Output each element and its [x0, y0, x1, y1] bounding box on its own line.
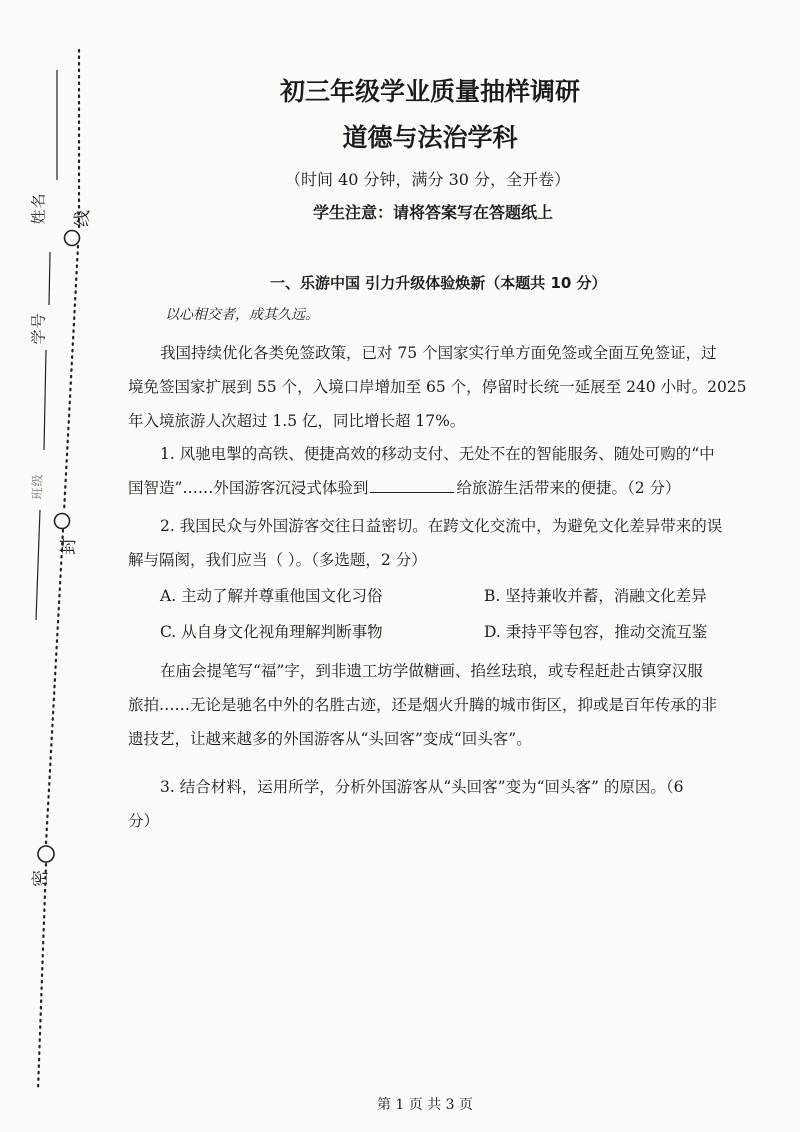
option-a: A. 主动了解并尊重他国文化习俗	[160, 587, 383, 605]
material-paragraph-1	[128, 336, 747, 438]
paragraph-line: 我国持续优化各类免签政策，已对 75 个国家实行单方面免签或全面互免签证，过	[160, 344, 717, 362]
binding-margin	[0, 0, 110, 1132]
student-id-label: 学号	[29, 312, 48, 345]
section-quote: 以心相交者，成其久远。	[165, 307, 319, 323]
question-line: 解与隔阂，我们应当（ ）。（多选题，2 分）	[128, 551, 427, 569]
student-notice: 学生注意：请将答案写在答题纸上	[313, 203, 554, 222]
binding-circle	[38, 846, 54, 862]
option-c: C. 从自身文化视角理解判断事物	[160, 623, 383, 641]
name-label: 姓名	[29, 192, 48, 225]
page-number: 第 1 页 共 3 页	[376, 1097, 474, 1113]
answer-blank	[370, 476, 454, 493]
line-mark: 线	[73, 210, 93, 227]
question-line: 3. 结合材料，运用所学，分析外国游客从“头回客”变为“回头客” 的原因。（6	[160, 778, 684, 796]
paragraph-line: 在庙会提笔写“福”字，到非遗工坊学做糖画、掐丝珐琅，或专程赶赴古镇穿汉服	[160, 662, 703, 680]
material-paragraph-2	[128, 654, 745, 756]
question-line: 2. 我国民众与外国游客交往日益密切。在跨文化交流中，为避免文化差异带来的误	[160, 517, 723, 535]
binding-circle	[55, 514, 70, 529]
subject-title: 道德与法治学科	[342, 123, 518, 152]
question-3	[128, 770, 745, 838]
binding-circle	[65, 231, 80, 246]
question-line: 1. 风驰电掣的高铁、便捷高效的移动支付、无处不在的智能服务、随处可购的“中	[160, 445, 715, 463]
option-b: B. 坚持兼收并蓄，消融文化差异	[484, 587, 707, 605]
paragraph-line: 遗技艺，让越来越多的外国游客从“头回客”变成“回头客”。	[128, 730, 532, 748]
question-line: 给旅游生活带来的便捷。（2 分）	[456, 479, 681, 497]
section-title: 一、乐游中国 引力升级体验焕新（本题共 10 分）	[270, 274, 607, 292]
class-label: 班级	[30, 473, 45, 500]
question-line: 分）	[128, 812, 160, 830]
question-line: 国智造”……外国游客沉浸式体验到	[128, 479, 369, 497]
exam-title: 初三年级学业质量抽样调研	[279, 77, 580, 106]
question-2	[128, 509, 745, 577]
paragraph-line: 境免签国家扩展到 55 个，入境口岸增加至 65 个，停留时长统一延展至 240 小时。2025	[128, 378, 747, 396]
question-1	[128, 437, 745, 505]
paragraph-line: 年入境旅游人次超过 1.5 亿，同比增长超 17%。	[128, 412, 466, 430]
option-d: D. 秉持平等包容，推动交流互鉴	[484, 623, 708, 641]
seal-mark: 封	[59, 538, 79, 555]
paragraph-line: 旅拍……无论是驰名中外的名胜古迹，还是烟火升腾的城市街区，抑或是百年传承的非	[128, 696, 718, 714]
secret-mark: 密	[31, 870, 51, 887]
exam-info: （时间 40 分钟，满分 30 分，全开卷）	[285, 170, 571, 189]
